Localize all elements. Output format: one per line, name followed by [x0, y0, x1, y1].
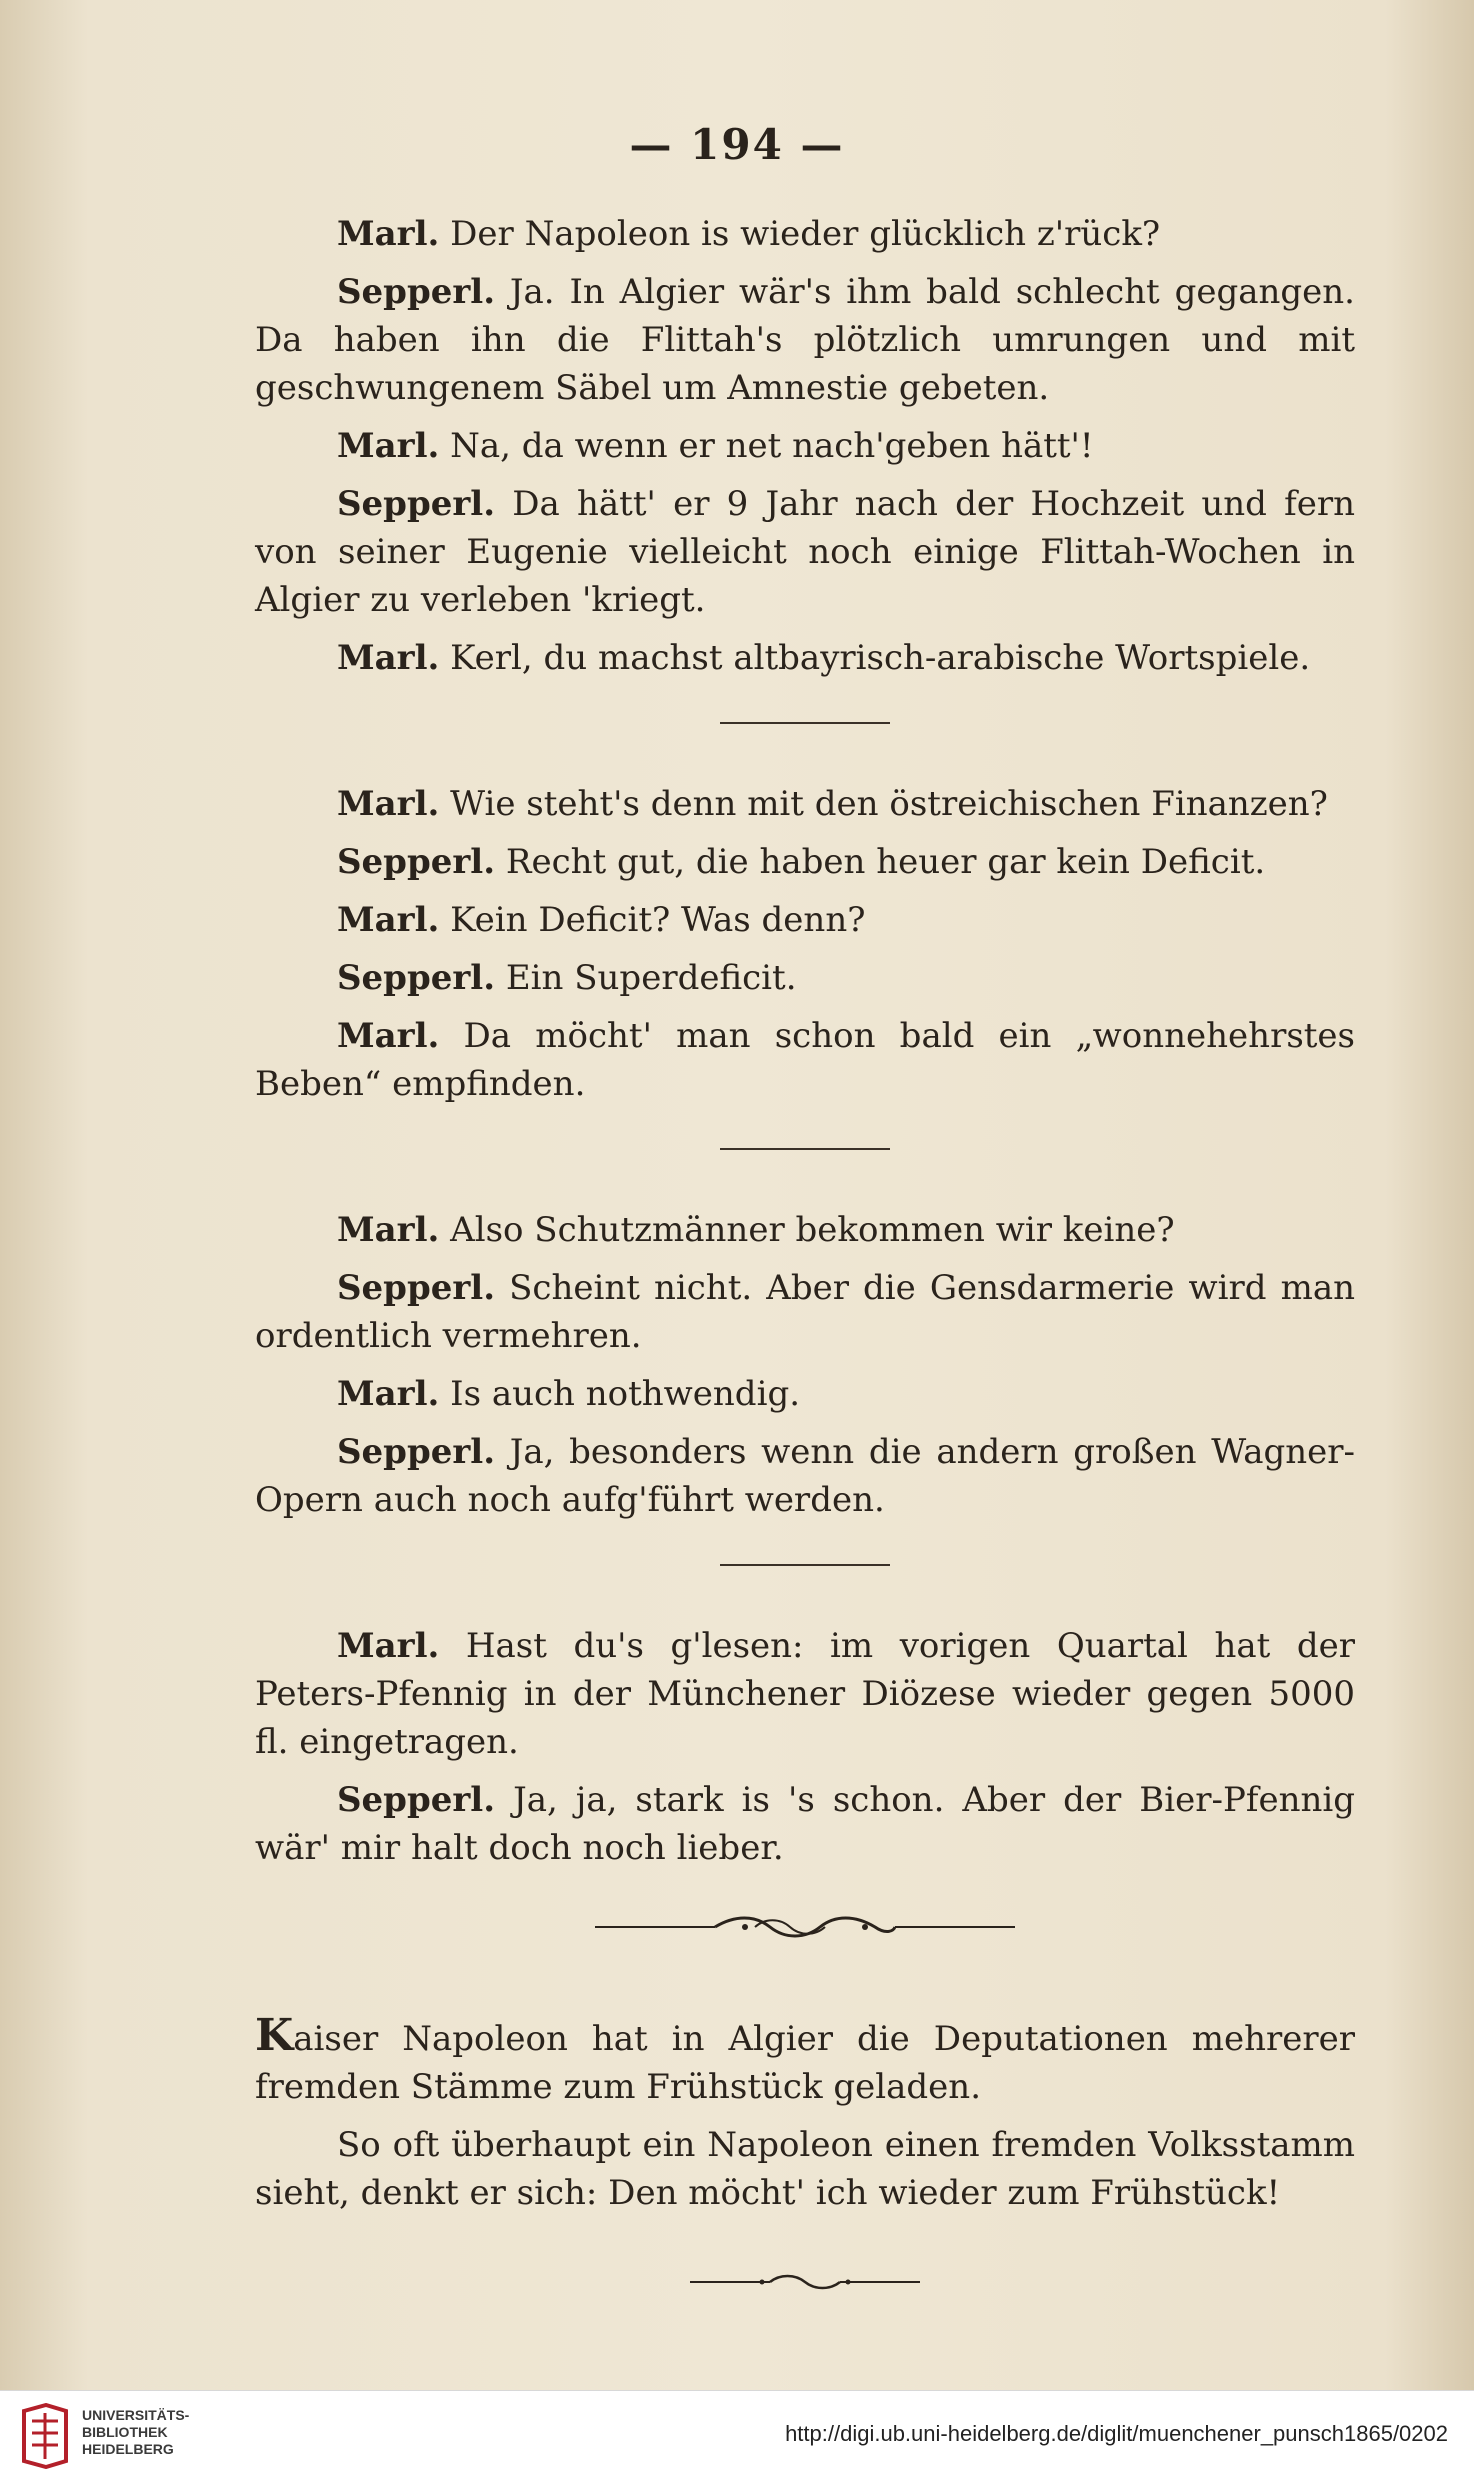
dialogue-line: [255, 210, 1355, 258]
dialogue-line: [255, 838, 1355, 886]
speaker: Marl.: [337, 214, 440, 254]
drop-cap: K: [255, 2010, 294, 2061]
dialogue-section-1: [255, 210, 1355, 682]
dialogue-line: [255, 1370, 1355, 1418]
line-text: Der Napoleon is wieder glücklich z'rück?: [450, 214, 1161, 254]
speaker: Sepperl.: [337, 1268, 496, 1308]
line-text: Kein Deficit? Was denn?: [450, 900, 866, 940]
line-text: Na, da wenn er net nach'geben hätt'!: [450, 426, 1094, 466]
line-text: Recht gut, die haben heuer gar kein Deficit.: [505, 842, 1266, 882]
paragraph-text: aiser Napoleon hat in Algier die Deputationen mehrerer fremden Stämme zum Frühstück geladen.: [255, 2019, 1355, 2107]
section-divider: [720, 1148, 890, 1150]
dialogue-line: [255, 780, 1355, 828]
speaker: Sepperl.: [337, 958, 496, 998]
dialogue-line: [255, 896, 1355, 944]
speaker: Marl.: [337, 1626, 440, 1666]
closing-section: [255, 2012, 1355, 2217]
dialogue-line: [255, 422, 1355, 470]
decorative-ornament-icon: [595, 1912, 1015, 1942]
line-text: Ein Superdeficit.: [505, 958, 797, 998]
speaker: Marl.: [337, 1374, 440, 1414]
dialogue-line: [255, 1012, 1355, 1108]
line-text: Ja, besonders wenn die andern großen Wagner-Opern auch noch aufg'führt werden.: [255, 1432, 1356, 1520]
speaker: Marl.: [337, 784, 440, 824]
library-name-line: UNIVERSITÄTS-: [82, 2407, 190, 2423]
dialogue-line: [255, 954, 1355, 1002]
line-text: Scheint nicht. Aber die Gensdarmerie wird man ordentlich vermehren.: [255, 1268, 1355, 1356]
dialogue-section-3: [255, 1206, 1355, 1524]
speaker: Marl.: [337, 1016, 440, 1056]
line-text: Kerl, du machst altbayrisch-arabische Wortspiele.: [450, 638, 1311, 678]
section-divider: [720, 1564, 890, 1566]
speaker: Sepperl.: [337, 1432, 496, 1472]
end-ornament-icon: [690, 2272, 920, 2292]
dialogue-line: [255, 1264, 1355, 1360]
dialogue-line: [255, 1428, 1355, 1524]
speaker: Marl.: [337, 638, 440, 678]
library-footer: [0, 2390, 1474, 2485]
line-text: Ja. In Algier wär's ihm bald schlecht gegangen. Da haben ihn die Flittah's plötzlich umrungen und mit geschwungenem Säbel um Amnestie gebeten.: [255, 272, 1355, 408]
dialogue-line: [255, 634, 1355, 682]
university-library-logo-icon: [18, 2403, 72, 2469]
library-name-line: BIBLIOTHEK: [82, 2424, 168, 2440]
dialogue-section-4: [255, 1622, 1355, 1872]
speaker: Sepperl.: [337, 1780, 496, 1820]
speaker: Sepperl.: [337, 842, 496, 882]
library-name-line: HEIDELBERG: [82, 2441, 174, 2457]
line-text: Also Schutzmänner bekommen wir keine?: [450, 1210, 1175, 1250]
library-name: [82, 2407, 189, 2458]
page-number: — 194 —: [629, 120, 845, 169]
speaker: Marl.: [337, 900, 440, 940]
dialogue-line: [255, 1622, 1355, 1766]
speaker: Marl.: [337, 426, 440, 466]
dialogue-line: [255, 268, 1355, 412]
dialogue-line: [255, 480, 1355, 624]
speaker: Marl.: [337, 1210, 440, 1250]
dialogue-line: [255, 1776, 1355, 1872]
line-text: Da hätt' er 9 Jahr nach der Hochzeit und fern von seiner Eugenie vielleicht noch einige Flittah-Wochen in Algier zu verleben 'kriegt.: [255, 484, 1355, 620]
paragraph-text: So oft überhaupt ein Napoleon einen fremden Volksstamm sieht, denkt er sich: Den möcht' ich wieder zum Frühstück!: [255, 2125, 1355, 2213]
line-text: Hast du's g'lesen: im vorigen Quartal hat der Peters-Pfennig in der Münchener Diözese wieder gegen 5000 fl. eingetragen.: [255, 1626, 1355, 1762]
speaker: Sepperl.: [337, 484, 496, 524]
line-text: Wie steht's denn mit den östreichischen Finanzen?: [450, 784, 1328, 824]
source-url[interactable]: http://digi.ub.uni-heidelberg.de/diglit/muenchener_punsch1865/0202: [785, 2421, 1448, 2446]
dialogue-section-2: [255, 780, 1355, 1108]
closing-paragraph: [255, 2012, 1355, 2111]
line-text: Is auch nothwendig.: [450, 1374, 801, 1414]
closing-paragraph: [255, 2121, 1355, 2217]
line-text: Da möcht' man schon bald ein „wonnehehrstes Beben“ empfinden.: [255, 1016, 1355, 1104]
body-text: [255, 210, 1355, 2292]
line-text: Ja, ja, stark is 's schon. Aber der Bier-Pfennig wär' mir halt doch noch lieber.: [255, 1780, 1356, 1868]
section-divider: [720, 722, 890, 724]
speaker: Sepperl.: [337, 272, 496, 312]
dialogue-line: [255, 1206, 1355, 1254]
